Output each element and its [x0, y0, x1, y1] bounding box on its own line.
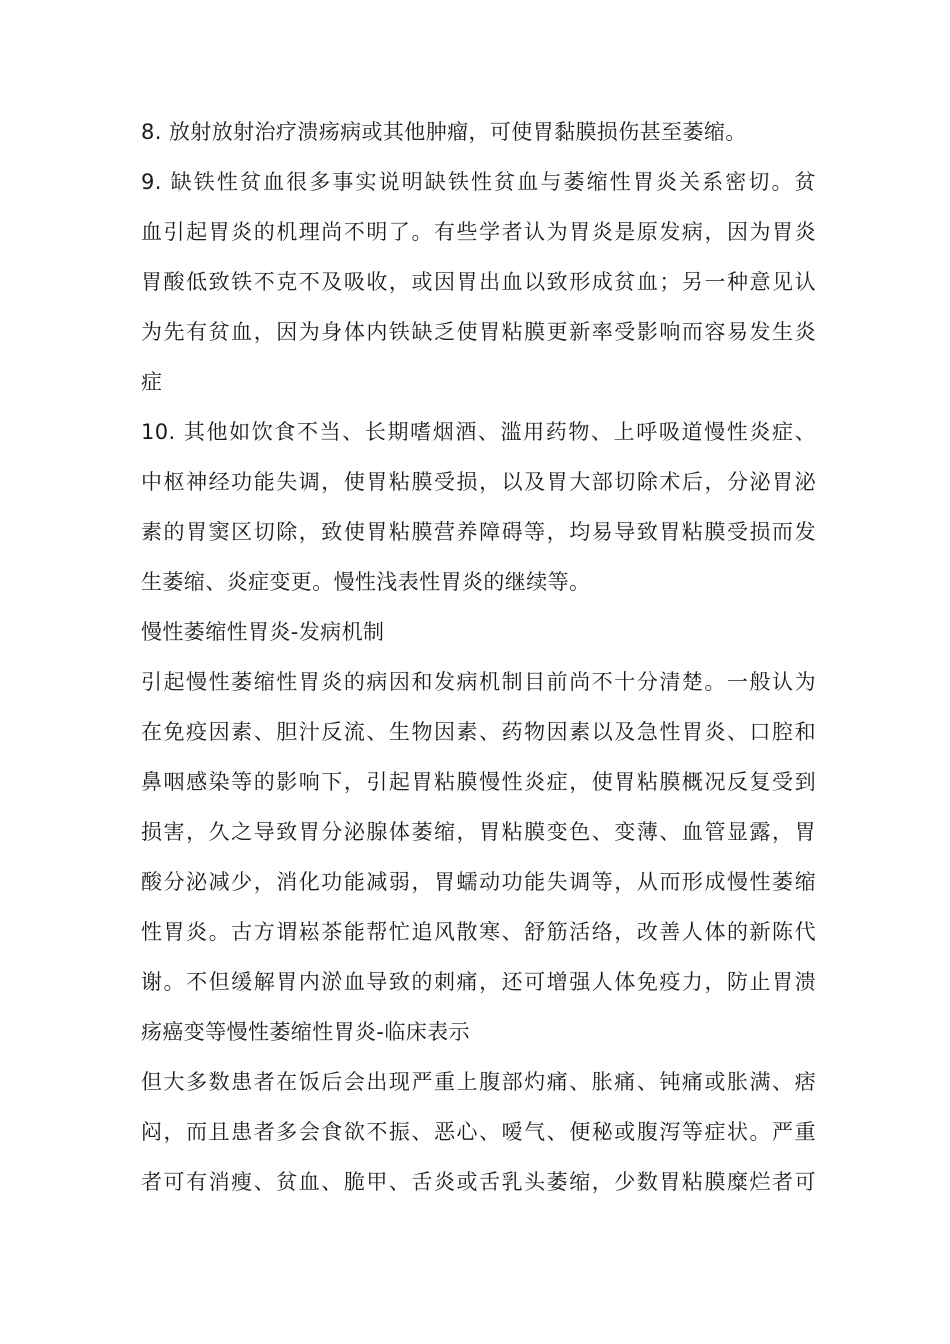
text-line: 谢。不但缓解胃内淤血导致的刺痛，还可增强人体免疫力，防止胃溃	[141, 970, 816, 994]
text-line: 8. 放射放射治疗溃疡病或其他肿瘤，可使胃黏膜损伤甚至萎缩。	[141, 120, 747, 144]
text-line: 为先有贫血，因为身体内铁缺乏使胃粘膜更新率受影响而容易发生炎	[141, 320, 816, 344]
section-heading: 慢性萎缩性胃炎-发病机制	[141, 620, 385, 644]
text-line: 者可有消瘦、贫血、脆甲、舌炎或舌乳头萎缩，少数胃粘膜糜烂者可	[141, 1170, 816, 1194]
text-line: 10. 其他如饮食不当、长期嗜烟酒、滥用药物、上呼吸道慢性炎症、	[141, 420, 816, 444]
text-line: 9. 缺铁性贫血很多事实说明缺铁性贫血与萎缩性胃炎关系密切。贫	[141, 170, 816, 194]
text-line: 在免疫因素、胆汁反流、生物因素、药物因素以及急性胃炎、口腔和	[141, 720, 816, 744]
text-line: 中枢神经功能失调，使胃粘膜受损，以及胃大部切除术后，分泌胃泌	[141, 470, 816, 494]
text-line: 素的胃窦区切除，致使胃粘膜营养障碍等，均易导致胃粘膜受损而发	[141, 520, 816, 544]
text-line: 鼻咽感染等的影响下，引起胃粘膜慢性炎症，使胃粘膜概况反复受到	[141, 770, 816, 794]
text-line: 酸分泌减少，消化功能减弱，胃蠕动功能失调等，从而形成慢性萎缩	[141, 870, 816, 894]
text-line: 胃酸低致铁不克不及吸收，或因胃出血以致形成贫血；另一种意见认	[141, 270, 816, 294]
text-line: 生萎缩、炎症变更。慢性浅表性胃炎的继续等。	[141, 570, 591, 594]
text-line: 症	[141, 370, 163, 394]
text-line: 闷，而且患者多会食欲不振、恶心、嗳气、便秘或腹泻等症状。严重	[141, 1120, 816, 1144]
text-line: 血引起胃炎的机理尚不明了。有些学者认为胃炎是原发病，因为胃炎	[141, 220, 816, 244]
text-line: 但大多数患者在饭后会出现严重上腹部灼痛、胀痛、钝痛或胀满、痞	[141, 1070, 816, 1094]
text-line: 疡癌变等慢性萎缩性胃炎-临床表示	[141, 1020, 470, 1044]
text-line: 损害，久之导致胃分泌腺体萎缩，胃粘膜变色、变薄、血管显露，胃	[141, 820, 816, 844]
text-line: 引起慢性萎缩性胃炎的病因和发病机制目前尚不十分清楚。一般认为	[141, 670, 816, 694]
text-line: 性胃炎。古方谓崧茶能帮忙追风散寒、舒筋活络，改善人体的新陈代	[141, 920, 816, 944]
